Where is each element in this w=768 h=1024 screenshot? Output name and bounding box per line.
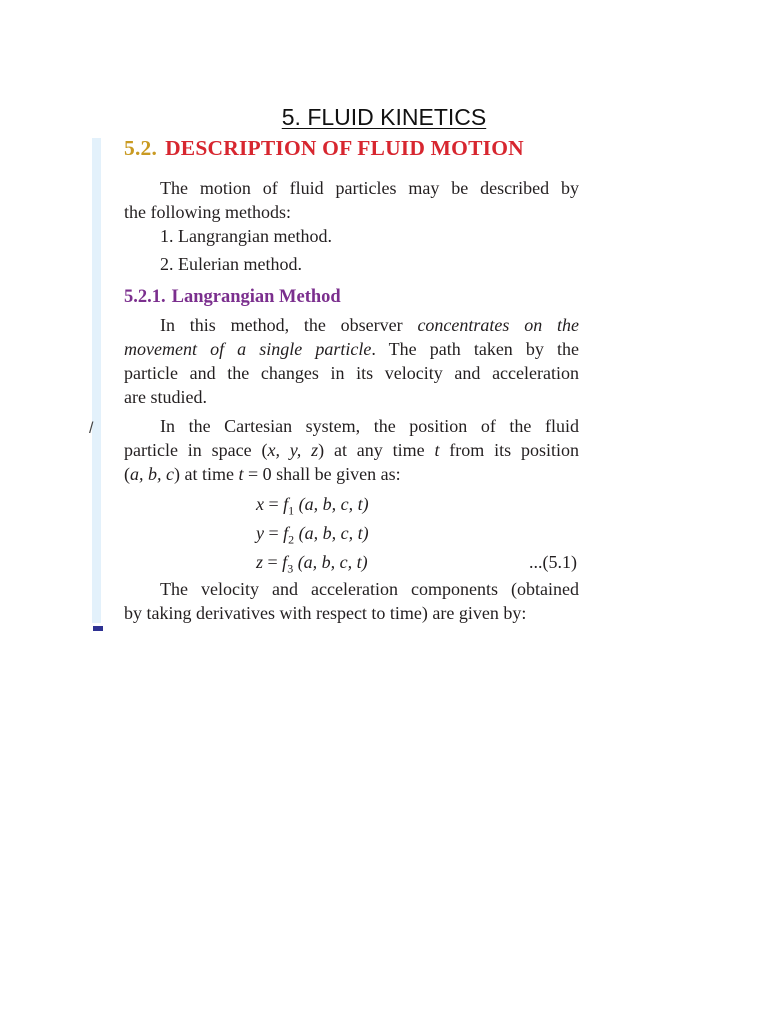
text-run: . The path taken by the <box>371 339 580 359</box>
function-name: f <box>283 523 289 543</box>
list-item: 2. Eulerian method. <box>160 254 302 274</box>
function-name: f <box>283 494 289 514</box>
paragraph-cartesian <box>124 414 579 486</box>
text-line: the following methods: <box>124 202 291 222</box>
equation-block <box>124 490 579 577</box>
text-line <box>124 313 579 337</box>
list-item: 1. Langrangian method. <box>160 226 332 246</box>
section-number: 5.2. <box>124 136 158 160</box>
text-line: The velocity and acceleration components (obtained <box>160 579 579 599</box>
subscript: 2 <box>288 532 295 547</box>
text-run: ( <box>124 464 130 484</box>
text-line <box>124 438 579 462</box>
function-args: (a, b, c, t) <box>298 494 369 514</box>
function-name: f <box>282 552 288 572</box>
text-line <box>124 337 579 361</box>
section-heading <box>124 136 579 161</box>
math-var: a, b, c <box>130 464 174 484</box>
math-var: x <box>256 494 264 514</box>
page-title: 5. FLUID KINETICS <box>281 104 487 130</box>
text-line: are studied. <box>124 387 207 407</box>
subscript: 1 <box>288 503 295 518</box>
subsection-title: Langrangian Method <box>171 287 341 307</box>
equation-tag: ...(5.1) <box>529 552 577 572</box>
text-line: The motion of fluid particles may be described by <box>160 178 579 198</box>
text-line: by taking derivatives with respect to time) are given by: <box>124 603 527 623</box>
function-args: (a, b, c, t) <box>297 552 368 572</box>
text-line: In the Cartesian system, the position of the fluid <box>160 416 579 436</box>
margin-marker <box>93 626 103 631</box>
text-run: particle in space ( <box>124 440 268 460</box>
equals-sign: = <box>268 494 279 514</box>
methods-list <box>124 224 579 276</box>
equation-x <box>124 490 579 519</box>
math-var: t <box>434 440 440 460</box>
margin-glyph: / <box>89 420 94 437</box>
math-var: y <box>256 523 264 543</box>
text-line <box>124 462 579 486</box>
text-line: particle and the changes in its velocity and acceleration <box>124 363 579 383</box>
text-run: = 0 shall be given as: <box>243 464 401 484</box>
section-title: DESCRIPTION OF FLUID MOTION <box>165 136 524 160</box>
equals-sign: = <box>267 552 278 572</box>
text-run: ) at time <box>174 464 239 484</box>
subsection-heading <box>124 287 579 308</box>
equation-z <box>124 548 579 577</box>
math-var: x, y, z <box>267 440 319 460</box>
math-var: t <box>238 464 244 484</box>
margin-band <box>92 138 101 623</box>
equation-body <box>256 548 368 584</box>
subscript: 3 <box>287 561 294 576</box>
text-run: from its position <box>439 440 579 460</box>
text-run: ) at any time <box>318 440 435 460</box>
subsection-number: 5.2.1. <box>124 287 166 307</box>
paragraph-derivatives <box>124 577 579 625</box>
equation-y <box>124 519 579 548</box>
function-args: (a, b, c, t) <box>298 523 369 543</box>
emphasis: movement of a single particle <box>124 339 372 359</box>
text-run: In this method, the observer <box>160 315 418 335</box>
equals-sign: = <box>268 523 279 543</box>
emphasis: concentrates on the <box>417 315 579 335</box>
paragraph-lagrangian <box>124 313 579 409</box>
intro-paragraph <box>124 176 579 224</box>
math-var: z <box>256 552 264 572</box>
page-content <box>124 136 579 625</box>
